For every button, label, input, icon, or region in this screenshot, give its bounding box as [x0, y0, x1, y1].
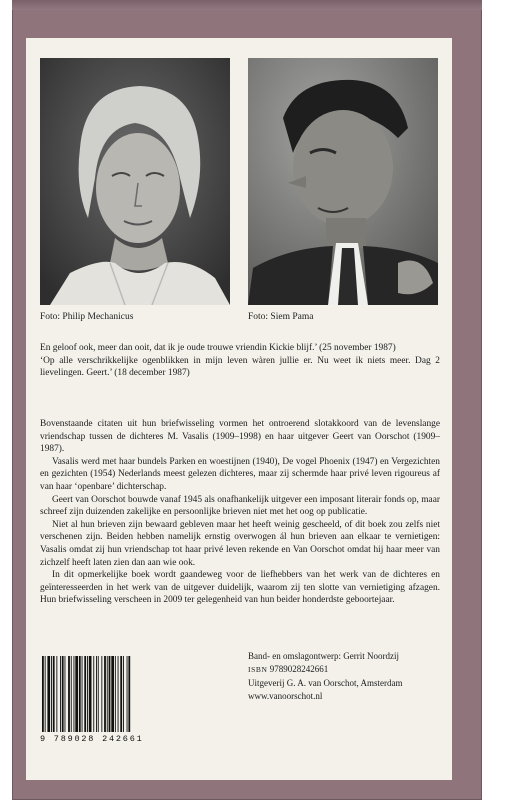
website-link[interactable]: www.vanoorschot.nl	[248, 691, 323, 702]
photo-van-oorschot	[248, 58, 438, 305]
barcode-bars	[40, 656, 156, 732]
barcode-bar	[84, 656, 86, 732]
isbn-line	[248, 663, 448, 676]
barcode-bar	[115, 656, 116, 732]
barcode-bar	[118, 656, 119, 732]
barcode-bar	[123, 656, 124, 732]
barcode-bar	[56, 656, 57, 732]
back-cover-page	[26, 38, 452, 780]
barcode-bar	[75, 656, 78, 732]
barcode-bar	[71, 656, 72, 732]
barcode-bar	[68, 656, 70, 732]
barcode-bar	[87, 656, 88, 732]
barcode-bar	[45, 656, 46, 732]
barcode-bar	[128, 656, 130, 732]
barcode-bar	[42, 656, 44, 732]
photo-vasalis	[40, 58, 230, 305]
barcode-bar	[47, 656, 50, 732]
barcode-bar	[98, 656, 99, 732]
blurb-paragraph: In dit opmerkelijke boek wordt gaandeweg voor de liefhebbers van het werk van de dichteres en geïnteresseerden in het werk van de uitgever duidelijk, waarom zij ten slotte van vernietiging afzagen. Hun briefwisseling verscheen in 2009 ter gelegenheid van hun beider honderdste geboortejaar.	[40, 570, 440, 606]
barcode-bar	[101, 656, 102, 732]
book-top-edge	[12, 0, 482, 10]
barcode-bar	[82, 656, 83, 732]
barcode-bar	[127, 656, 128, 732]
barcode-bar	[120, 656, 122, 732]
blurb-paragraph: Geert van Oorschot bouwde vanaf 1945 als onafhankelijk uitgever een imposant literair fonds op, maar schreef zijn duizenden zakelijke en persoonlijke brieven niet met het oog op publicatie.	[40, 494, 440, 518]
barcode-bar	[62, 656, 64, 732]
barcode-bar	[111, 656, 114, 732]
quote-paragraph: En geloof ook, meer dan ooit, dat ik je oude trouwe vriendin Kickie blijf.’ (25 november 1987)	[40, 343, 396, 353]
blurb-text	[40, 418, 440, 607]
publisher: Uitgeverij G. A. van Oorschot, Amsterdam	[248, 677, 403, 688]
barcode-bar	[104, 656, 106, 732]
barcode-bar	[89, 656, 92, 732]
barcode-bar	[109, 656, 111, 732]
isbn-value: 9789028242661	[269, 664, 329, 675]
barcode-bar	[79, 656, 81, 732]
barcode-bar	[53, 656, 55, 732]
barcode-bar	[51, 656, 52, 732]
blurb-paragraph: Niet al hun brieven zijn bewaard gebleven maar het heeft weinig gescheeld, of dit boek zou zelfs niet verschenen zijn. Beiden hebben namelijk ernstig overwogen ál hun brieven aan elkaar te vernietigen: Vasalis omdat zij hun vriendschap tot haar privé leven rekende en Van Oorschot omdat hij haar meer van zichzelf heeft laten zien dan aan wie ook.	[40, 519, 440, 568]
barcode-digits: 9 789028 242661	[40, 734, 144, 744]
barcode-bar	[60, 656, 61, 732]
barcode-bar	[65, 656, 66, 732]
barcode-bar	[74, 656, 75, 732]
blurb-paragraph: Vasalis werd met haar bundels Parken en woestijnen (1940), De vogel Phoenix (1947) en Vergezichten en gezichten (1954) Nederlands meest gelezen dichteres, maar zij schermde haar privé leven rigoureus af van haar ‘openbare’ dichterschap.	[40, 456, 440, 492]
barcode	[40, 656, 156, 754]
blurb-paragraph: Bovenstaande citaten uit hun briefwisseling vormen het ontroerend slotakkoord van de levenslange vriendschap tussen de dichteres M. Vasalis (1909–1998) en haar uitgever Geert van Oorschot (1909–1987).	[40, 419, 440, 455]
isbn-label: ISBN	[248, 665, 268, 675]
colophon	[248, 650, 448, 704]
photo-caption-right: Foto: Siem Pama	[248, 312, 314, 322]
cover-design-credit: Band- en omslagontwerp: Gerrit Noordzij	[248, 651, 399, 661]
portrait-man-image	[248, 58, 438, 305]
quotes-block	[40, 342, 440, 380]
barcode-bar	[96, 656, 97, 732]
barcode-bar	[93, 656, 94, 732]
portrait-woman-image	[40, 58, 230, 305]
photo-caption-left: Foto: Philip Mechanicus	[40, 312, 134, 322]
barcode-bar	[107, 656, 108, 732]
quote-paragraph: ‘Op alle verschrikkelijke ogenblikken in mijn leven wàren jullie er. Nu weet ik niets meer. Dag 2 lievelingen. Geert.’ (18 december 1987)	[40, 355, 440, 379]
